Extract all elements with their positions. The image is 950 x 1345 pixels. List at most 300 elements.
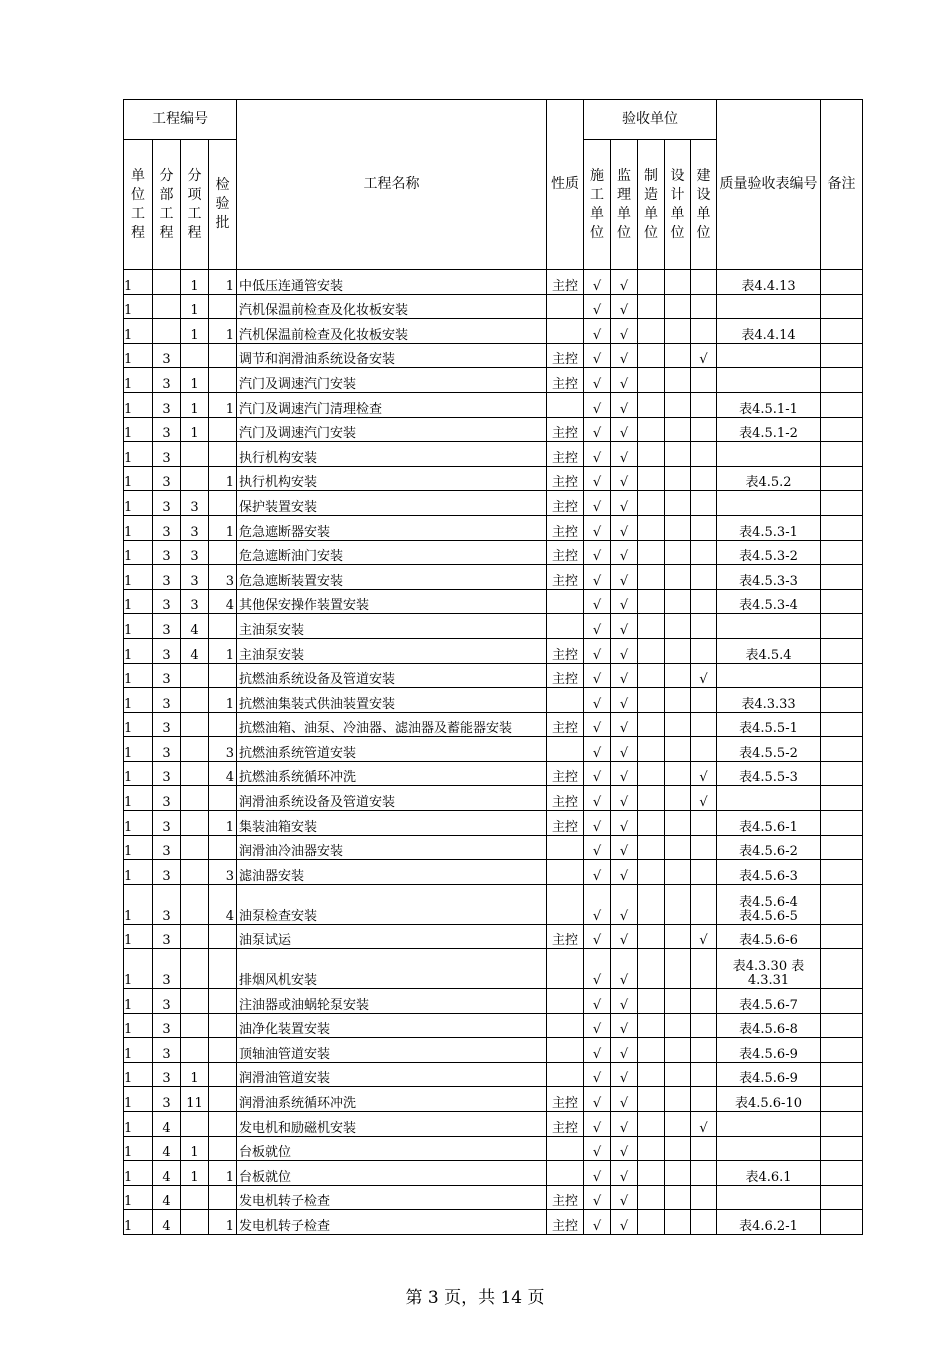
manufacturing-check-cell xyxy=(638,688,665,713)
division-cell: 3 xyxy=(153,884,181,924)
project-name-cell: 润滑油系统循环冲洗 xyxy=(237,1087,547,1112)
project-name-cell: 油泵试运 xyxy=(237,924,547,949)
project-name-cell: 汽机保温前检查及化妆板安装 xyxy=(237,294,547,319)
subitem-cell: 1 xyxy=(181,319,209,344)
nature-cell: 主控 xyxy=(547,1210,584,1235)
design-check-cell xyxy=(665,614,691,639)
supervision-check-cell: √ xyxy=(611,270,638,295)
owner-check-cell: √ xyxy=(691,1112,717,1137)
project-name-cell: 其他保安操作装置安装 xyxy=(237,589,547,614)
remarks-cell xyxy=(821,1185,863,1210)
inspection-batch-cell: 1 xyxy=(209,270,237,295)
design-check-cell xyxy=(665,294,691,319)
division-cell: 3 xyxy=(153,1038,181,1063)
unit-project-cell: 1 xyxy=(124,614,153,639)
manufacturing-check-cell xyxy=(638,417,665,442)
inspection-batch-cell xyxy=(209,1013,237,1038)
division-header: 分部工程 xyxy=(153,140,181,270)
supervision-check-cell: √ xyxy=(611,1136,638,1161)
form-no-cell: 表4.5.3-4 xyxy=(717,589,821,614)
supervision-check-cell: √ xyxy=(611,884,638,924)
remarks-cell xyxy=(821,663,863,688)
unit-project-cell: 1 xyxy=(124,1013,153,1038)
supervision-check-cell: √ xyxy=(611,343,638,368)
construction-check-cell: √ xyxy=(584,989,611,1014)
construction-check-cell: √ xyxy=(584,294,611,319)
unit-project-cell: 1 xyxy=(124,811,153,836)
unit-project-cell: 1 xyxy=(124,540,153,565)
supervision-check-cell: √ xyxy=(611,1013,638,1038)
remarks-cell xyxy=(821,614,863,639)
supervision-check-cell: √ xyxy=(611,589,638,614)
construction-check-cell: √ xyxy=(584,1210,611,1235)
manufacturing-check-cell xyxy=(638,663,665,688)
design-check-cell xyxy=(665,442,691,467)
inspection-batch-cell xyxy=(209,540,237,565)
design-check-cell xyxy=(665,949,691,989)
supervision-check-cell: √ xyxy=(611,294,638,319)
project-name-cell: 执行机构安装 xyxy=(237,442,547,467)
nature-cell: 主控 xyxy=(547,638,584,663)
project-name-cell: 发电机和励磁机安装 xyxy=(237,1112,547,1137)
nature-cell: 主控 xyxy=(547,1185,584,1210)
construction-check-cell: √ xyxy=(584,1112,611,1137)
subitem-cell xyxy=(181,1038,209,1063)
supervision-check-cell: √ xyxy=(611,786,638,811)
division-cell: 3 xyxy=(153,835,181,860)
nature-cell: 主控 xyxy=(547,1087,584,1112)
inspection-batch-cell: 1 xyxy=(209,811,237,836)
manufacturing-check-cell xyxy=(638,614,665,639)
form-no-cell: 表4.3.30 表 4.3.31 xyxy=(717,949,821,989)
manufacturing-check-cell xyxy=(638,1161,665,1186)
remarks-cell xyxy=(821,442,863,467)
owner-check-cell xyxy=(691,466,717,491)
owner-check-cell xyxy=(691,1013,717,1038)
supervision-check-cell: √ xyxy=(611,811,638,836)
page-footer: 第 3 页，共 14 页 xyxy=(405,1288,545,1308)
remarks-cell xyxy=(821,1087,863,1112)
inspection-batch-cell xyxy=(209,343,237,368)
form-no-cell xyxy=(717,614,821,639)
inspection-batch-cell xyxy=(209,1062,237,1087)
supervision-check-cell: √ xyxy=(611,1210,638,1235)
design-check-cell xyxy=(665,737,691,762)
construction-check-cell: √ xyxy=(584,860,611,885)
unit-project-cell: 1 xyxy=(124,1185,153,1210)
division-cell: 3 xyxy=(153,515,181,540)
subitem-cell: 1 xyxy=(181,1161,209,1186)
design-check-cell xyxy=(665,761,691,786)
owner-check-cell xyxy=(691,688,717,713)
inspection-batch-cell: 1 xyxy=(209,319,237,344)
remarks-cell xyxy=(821,924,863,949)
unit-project-cell: 1 xyxy=(124,761,153,786)
table-row xyxy=(124,1112,863,1137)
construction-check-cell: √ xyxy=(584,1062,611,1087)
project-name-cell: 危急遮断装置安装 xyxy=(237,565,547,590)
subitem-cell xyxy=(181,949,209,989)
supervision-check-cell: √ xyxy=(611,614,638,639)
form-no-cell: 表4.6.2-1 xyxy=(717,1210,821,1235)
subitem-cell: 1 xyxy=(181,368,209,393)
form-no-cell xyxy=(717,1136,821,1161)
table-row xyxy=(124,663,863,688)
remarks-cell xyxy=(821,737,863,762)
form-no-cell xyxy=(717,343,821,368)
project-name-header: 工程名称 xyxy=(237,100,547,270)
manufacturing-check-cell xyxy=(638,884,665,924)
table-row xyxy=(124,737,863,762)
table-row xyxy=(124,860,863,885)
remarks-cell xyxy=(821,392,863,417)
design-check-cell xyxy=(665,884,691,924)
table-row xyxy=(124,1087,863,1112)
division-cell: 3 xyxy=(153,1062,181,1087)
unit-project-cell: 1 xyxy=(124,1112,153,1137)
subitem-cell: 1 xyxy=(181,392,209,417)
nature-cell: 主控 xyxy=(547,565,584,590)
unit-project-cell: 1 xyxy=(124,270,153,295)
table-row xyxy=(124,392,863,417)
owner-check-cell xyxy=(691,1062,717,1087)
manufacturing-check-cell xyxy=(638,712,665,737)
inspection-batch-cell xyxy=(209,1112,237,1137)
nature-cell: 主控 xyxy=(547,786,584,811)
owner-check-cell xyxy=(691,270,717,295)
form-no-cell: 表4.5.6-7 xyxy=(717,989,821,1014)
remarks-cell xyxy=(821,1112,863,1137)
owner-check-cell xyxy=(691,368,717,393)
unit-project-cell: 1 xyxy=(124,442,153,467)
division-cell: 3 xyxy=(153,614,181,639)
remarks-cell xyxy=(821,712,863,737)
inspection-batch-cell xyxy=(209,835,237,860)
nature-cell xyxy=(547,589,584,614)
inspection-batch-cell: 1 xyxy=(209,638,237,663)
subitem-cell xyxy=(181,761,209,786)
design-check-cell xyxy=(665,1112,691,1137)
manufacturing-check-cell xyxy=(638,989,665,1014)
construction-check-cell: √ xyxy=(584,786,611,811)
construction-check-cell: √ xyxy=(584,761,611,786)
design-check-cell xyxy=(665,368,691,393)
unit-project-cell: 1 xyxy=(124,368,153,393)
design-check-cell xyxy=(665,1038,691,1063)
division-cell: 3 xyxy=(153,1013,181,1038)
owner-check-cell xyxy=(691,614,717,639)
supervision-check-cell: √ xyxy=(611,1112,638,1137)
construction-check-cell: √ xyxy=(584,1038,611,1063)
table-row xyxy=(124,811,863,836)
division-cell xyxy=(153,270,181,295)
unit-project-cell: 1 xyxy=(124,989,153,1014)
table-row xyxy=(124,466,863,491)
remarks-cell xyxy=(821,1038,863,1063)
construction-check-cell: √ xyxy=(584,1185,611,1210)
project-name-cell: 注油器或油蜗轮泵安装 xyxy=(237,989,547,1014)
manufacturing-check-cell xyxy=(638,1112,665,1137)
remarks-cell xyxy=(821,786,863,811)
supervision-check-cell: √ xyxy=(611,924,638,949)
design-check-cell xyxy=(665,319,691,344)
design-unit-header: 设计单位 xyxy=(665,140,691,270)
project-name-cell: 调节和润滑油系统设备安装 xyxy=(237,343,547,368)
project-code-header: 工程编号 xyxy=(124,100,237,140)
nature-cell: 主控 xyxy=(547,466,584,491)
construction-check-cell: √ xyxy=(584,1087,611,1112)
division-cell: 3 xyxy=(153,786,181,811)
nature-cell: 主控 xyxy=(547,540,584,565)
remarks-cell xyxy=(821,417,863,442)
project-name-cell: 主油泵安装 xyxy=(237,638,547,663)
unit-project-cell: 1 xyxy=(124,712,153,737)
project-name-cell: 抗燃油系统设备及管道安装 xyxy=(237,663,547,688)
manufacturing-check-cell xyxy=(638,860,665,885)
form-no-cell: 表4.5.5-3 xyxy=(717,761,821,786)
table-row xyxy=(124,614,863,639)
remarks-cell xyxy=(821,761,863,786)
unit-project-cell: 1 xyxy=(124,786,153,811)
supervision-check-cell: √ xyxy=(611,515,638,540)
owner-check-cell: √ xyxy=(691,924,717,949)
table-row xyxy=(124,1062,863,1087)
unit-project-cell: 1 xyxy=(124,924,153,949)
subitem-cell xyxy=(181,924,209,949)
owner-check-cell xyxy=(691,949,717,989)
design-check-cell xyxy=(665,1013,691,1038)
inspection-batch-cell: 3 xyxy=(209,860,237,885)
inspection-batch-cell xyxy=(209,989,237,1014)
project-name-cell: 排烟风机安装 xyxy=(237,949,547,989)
remarks-cell xyxy=(821,1013,863,1038)
owner-check-cell xyxy=(691,884,717,924)
subitem-cell xyxy=(181,860,209,885)
division-cell xyxy=(153,319,181,344)
form-no-cell: 表4.6.1 xyxy=(717,1161,821,1186)
nature-cell xyxy=(547,1062,584,1087)
owner-check-cell xyxy=(691,1161,717,1186)
form-no-cell: 表4.5.6-4 表4.5.6-5 xyxy=(717,884,821,924)
form-no-cell: 表4.5.4 xyxy=(717,638,821,663)
supervision-check-cell: √ xyxy=(611,1185,638,1210)
supervision-check-cell: √ xyxy=(611,1087,638,1112)
form-no-cell: 表4.5.1-2 xyxy=(717,417,821,442)
remarks-cell xyxy=(821,319,863,344)
remarks-cell xyxy=(821,540,863,565)
design-check-cell xyxy=(665,811,691,836)
nature-cell xyxy=(547,294,584,319)
inspection-batch-cell xyxy=(209,1087,237,1112)
table-row xyxy=(124,1013,863,1038)
construction-check-cell: √ xyxy=(584,811,611,836)
construction-check-cell: √ xyxy=(584,1136,611,1161)
subitem-cell xyxy=(181,811,209,836)
design-check-cell xyxy=(665,688,691,713)
form-no-cell: 表4.5.2 xyxy=(717,466,821,491)
unit-project-cell: 1 xyxy=(124,835,153,860)
remarks-cell xyxy=(821,270,863,295)
form-no-cell: 表4.4.14 xyxy=(717,319,821,344)
division-cell: 3 xyxy=(153,368,181,393)
design-check-cell xyxy=(665,712,691,737)
subitem-cell: 1 xyxy=(181,270,209,295)
manufacturing-check-cell xyxy=(638,1136,665,1161)
nature-cell xyxy=(547,688,584,713)
construction-check-cell: √ xyxy=(584,392,611,417)
inspection-batch-header: 检验批 xyxy=(209,140,237,270)
owner-check-cell xyxy=(691,811,717,836)
remarks-cell xyxy=(821,466,863,491)
manufacturing-check-cell xyxy=(638,392,665,417)
nature-cell: 主控 xyxy=(547,712,584,737)
construction-check-cell: √ xyxy=(584,442,611,467)
division-cell: 4 xyxy=(153,1136,181,1161)
construction-check-cell: √ xyxy=(584,614,611,639)
nature-cell xyxy=(547,737,584,762)
remarks-cell xyxy=(821,884,863,924)
form-no-cell: 表4.5.6-6 xyxy=(717,924,821,949)
nature-cell: 主控 xyxy=(547,515,584,540)
inspection-batch-cell xyxy=(209,368,237,393)
inspection-batch-cell: 1 xyxy=(209,1161,237,1186)
owner-check-cell xyxy=(691,1210,717,1235)
form-no-cell: 表4.5.6-2 xyxy=(717,835,821,860)
remarks-cell xyxy=(821,835,863,860)
form-no-cell: 表4.3.33 xyxy=(717,688,821,713)
division-cell: 4 xyxy=(153,1161,181,1186)
unit-project-cell: 1 xyxy=(124,638,153,663)
manufacturing-check-cell xyxy=(638,1038,665,1063)
subitem-cell xyxy=(181,1112,209,1137)
supervision-check-cell: √ xyxy=(611,1062,638,1087)
inspection-batch-cell: 4 xyxy=(209,589,237,614)
inspection-batch-cell xyxy=(209,712,237,737)
owner-check-cell xyxy=(691,638,717,663)
unit-project-cell: 1 xyxy=(124,860,153,885)
table-row xyxy=(124,319,863,344)
construction-check-cell: √ xyxy=(584,368,611,393)
nature-cell xyxy=(547,860,584,885)
supervision-check-cell: √ xyxy=(611,835,638,860)
subitem-cell: 3 xyxy=(181,589,209,614)
nature-cell xyxy=(547,1013,584,1038)
table-row xyxy=(124,712,863,737)
project-name-cell: 发电机转子检查 xyxy=(237,1185,547,1210)
manufacturing-check-cell xyxy=(638,1185,665,1210)
construction-check-cell: √ xyxy=(584,1161,611,1186)
table-row xyxy=(124,589,863,614)
supervision-check-cell: √ xyxy=(611,688,638,713)
project-name-cell: 汽门及调速汽门安装 xyxy=(237,368,547,393)
division-cell: 3 xyxy=(153,466,181,491)
unit-project-cell: 1 xyxy=(124,466,153,491)
construction-check-cell: √ xyxy=(584,737,611,762)
design-check-cell xyxy=(665,1210,691,1235)
manufacturing-check-cell xyxy=(638,786,665,811)
owner-check-cell xyxy=(691,1185,717,1210)
table-row xyxy=(124,949,863,989)
division-cell: 3 xyxy=(153,712,181,737)
supervision-check-cell: √ xyxy=(611,491,638,516)
construction-check-cell: √ xyxy=(584,712,611,737)
owner-unit-header: 建设单位 xyxy=(691,140,717,270)
table-row xyxy=(124,924,863,949)
nature-cell xyxy=(547,319,584,344)
remarks-cell xyxy=(821,1062,863,1087)
table-row xyxy=(124,491,863,516)
table-row xyxy=(124,786,863,811)
unit-project-cell: 1 xyxy=(124,949,153,989)
design-check-cell xyxy=(665,638,691,663)
construction-check-cell: √ xyxy=(584,343,611,368)
unit-project-cell: 1 xyxy=(124,392,153,417)
division-cell xyxy=(153,294,181,319)
manufacturing-check-cell xyxy=(638,737,665,762)
remarks-cell xyxy=(821,1136,863,1161)
unit-project-cell: 1 xyxy=(124,1062,153,1087)
design-check-cell xyxy=(665,1136,691,1161)
owner-check-cell xyxy=(691,860,717,885)
manufacturing-check-cell xyxy=(638,638,665,663)
unit-project-cell: 1 xyxy=(124,1161,153,1186)
supervision-check-cell: √ xyxy=(611,319,638,344)
table-row xyxy=(124,417,863,442)
design-check-cell xyxy=(665,1087,691,1112)
construction-check-cell: √ xyxy=(584,835,611,860)
remarks-cell xyxy=(821,515,863,540)
table-row xyxy=(124,884,863,924)
form-no-cell: 表4.5.1-1 xyxy=(717,392,821,417)
construction-check-cell: √ xyxy=(584,638,611,663)
manufacturing-check-cell xyxy=(638,1013,665,1038)
subitem-cell xyxy=(181,663,209,688)
nature-cell xyxy=(547,989,584,1014)
unit-project-cell: 1 xyxy=(124,663,153,688)
project-name-cell: 顶轴油管道安装 xyxy=(237,1038,547,1063)
remarks-cell xyxy=(821,294,863,319)
subitem-cell xyxy=(181,1210,209,1235)
table-row xyxy=(124,270,863,295)
subitem-cell: 3 xyxy=(181,540,209,565)
unit-project-cell: 1 xyxy=(124,688,153,713)
subitem-cell xyxy=(181,712,209,737)
project-name-cell: 润滑油管道安装 xyxy=(237,1062,547,1087)
form-no-cell: 表4.5.5-2 xyxy=(717,737,821,762)
division-cell: 3 xyxy=(153,949,181,989)
design-check-cell xyxy=(665,589,691,614)
project-name-cell: 危急遮断器安装 xyxy=(237,515,547,540)
manufacturing-check-cell xyxy=(638,1062,665,1087)
subitem-cell xyxy=(181,737,209,762)
construction-check-cell: √ xyxy=(584,515,611,540)
table-row xyxy=(124,343,863,368)
design-check-cell xyxy=(665,417,691,442)
division-cell: 3 xyxy=(153,860,181,885)
supervision-check-cell: √ xyxy=(611,565,638,590)
form-no-cell xyxy=(717,368,821,393)
subitem-cell xyxy=(181,343,209,368)
inspection-batch-cell xyxy=(209,491,237,516)
manufacturing-check-cell xyxy=(638,1210,665,1235)
inspection-batch-cell: 3 xyxy=(209,565,237,590)
remarks-cell xyxy=(821,989,863,1014)
remarks-cell xyxy=(821,368,863,393)
inspection-batch-cell xyxy=(209,417,237,442)
supervision-check-cell: √ xyxy=(611,392,638,417)
subitem-cell: 1 xyxy=(181,1136,209,1161)
project-name-cell: 抗燃油系统管道安装 xyxy=(237,737,547,762)
